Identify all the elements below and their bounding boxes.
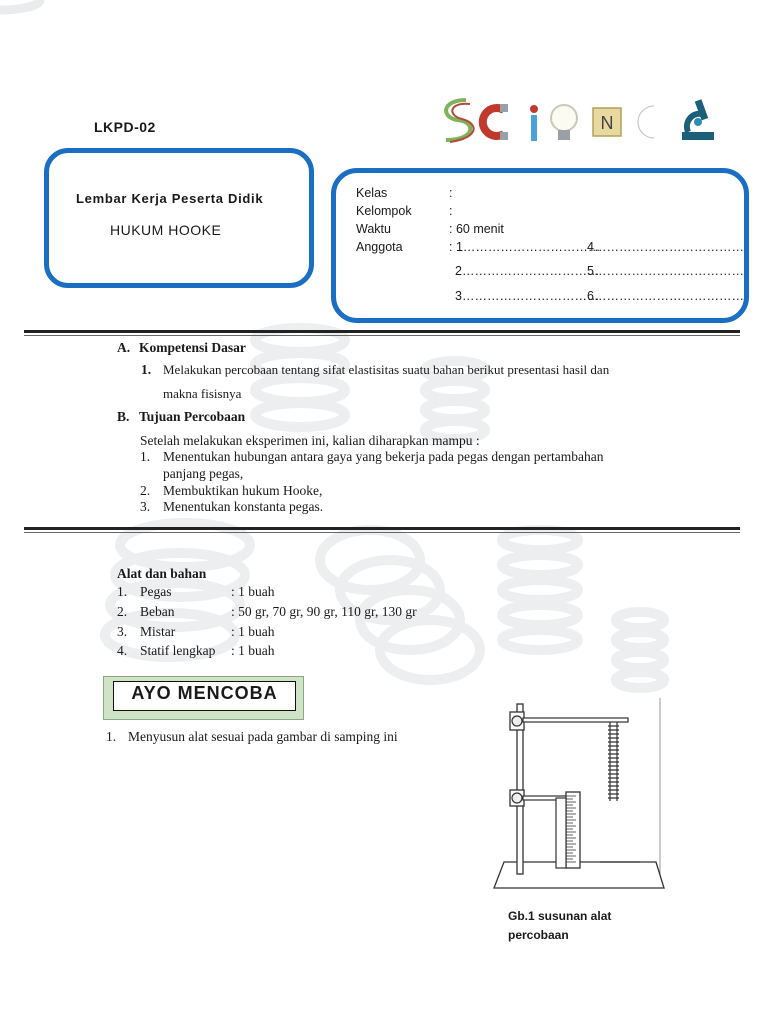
goal-1-line2: panjang pegas, bbox=[163, 466, 244, 481]
kelompok-label: Kelompok bbox=[356, 204, 412, 218]
kelas-label: Kelas bbox=[356, 186, 388, 200]
ruler-holder bbox=[556, 798, 566, 868]
ayo-mencoba-label: AYO MENCOBA bbox=[131, 683, 278, 703]
member-4-field[interactable]: 4……………………………… bbox=[587, 240, 744, 254]
divider bbox=[24, 532, 740, 533]
material-3-name: Mistar bbox=[140, 624, 176, 639]
apparatus-figure bbox=[490, 698, 666, 890]
clamp-knob bbox=[512, 716, 522, 726]
spring bbox=[608, 722, 619, 801]
section-a-heading: Kompetensi Dasar bbox=[139, 340, 246, 355]
title-box bbox=[44, 148, 314, 288]
worksheet-topic: HUKUM HOOKE bbox=[110, 222, 222, 238]
step-1-number: 1. bbox=[106, 729, 117, 744]
science-logo-icon bbox=[436, 94, 720, 146]
goal-3-line1: Menentukan konstanta pegas. bbox=[163, 499, 324, 514]
lower-clamp-knob bbox=[512, 793, 522, 803]
section-a-item-number: 1. bbox=[141, 362, 152, 377]
figure-caption-line1: Gb.1 susunan alat bbox=[508, 909, 612, 923]
material-1-name: Pegas bbox=[140, 584, 172, 599]
top-arm bbox=[523, 718, 628, 722]
materials-heading: Alat dan bahan bbox=[117, 566, 207, 581]
material-4-qty: : 1 buah bbox=[231, 643, 275, 658]
section-b-letter: B. bbox=[117, 409, 130, 424]
section-a-letter: A. bbox=[117, 340, 131, 355]
material-2-name: Beban bbox=[140, 604, 175, 619]
member-1-field[interactable]: : 1…………………………… bbox=[449, 240, 601, 254]
step-1-text: Menyusun alat sesuai pada gambar di samping ini bbox=[128, 729, 398, 744]
ruler bbox=[566, 792, 580, 868]
goal-1-number: 1. bbox=[140, 449, 151, 464]
section-b-heading: Tujuan Percobaan bbox=[139, 409, 246, 424]
material-4-name: Statif lengkap bbox=[140, 643, 216, 658]
figure-caption-line2: percobaan bbox=[508, 928, 569, 942]
section-a-item-line1: Melakukan percobaan tentang sifat elastisitas suatu bahan berikut presentasi hasil dan bbox=[163, 362, 610, 377]
section-b-intro: Setelah melakukan eksperimen ini, kalian diharapkan mampu : bbox=[140, 433, 480, 448]
member-5-field[interactable]: 5……………………………… bbox=[587, 264, 744, 278]
anggota-label: Anggota bbox=[356, 240, 403, 254]
member-6-field[interactable]: 6……………………………… bbox=[587, 289, 744, 303]
material-2-number: 2. bbox=[117, 604, 128, 619]
lkpd-code: LKPD-02 bbox=[94, 119, 156, 135]
member-3-field[interactable]: 3…………………………… bbox=[455, 289, 600, 303]
material-3-qty: : 1 buah bbox=[231, 624, 275, 639]
material-3-number: 3. bbox=[117, 624, 128, 639]
member-2-field[interactable]: 2…………………………… bbox=[455, 264, 600, 278]
svg-text:N: N bbox=[600, 113, 614, 133]
material-2-qty: : 50 gr, 70 gr, 90 gr, 110 gr, 130 gr bbox=[231, 604, 417, 619]
section-a-item-line2: makna fisisnya bbox=[163, 386, 242, 401]
kelas-field[interactable]: : bbox=[449, 186, 453, 200]
divider bbox=[24, 527, 740, 530]
material-1-qty: : 1 buah bbox=[231, 584, 275, 599]
material-1-number: 1. bbox=[117, 584, 128, 599]
waktu-label: Waktu bbox=[356, 222, 391, 236]
material-4-number: 4. bbox=[117, 643, 128, 658]
goal-2-line1: Membuktikan hukum Hooke, bbox=[163, 483, 323, 498]
waktu-value: : 60 menit bbox=[449, 222, 504, 236]
goal-2-number: 2. bbox=[140, 483, 151, 498]
worksheet-title: Lembar Kerja Peserta Didik bbox=[76, 191, 264, 206]
divider bbox=[24, 335, 740, 336]
goal-3-number: 3. bbox=[140, 499, 151, 514]
kelompok-field[interactable]: : bbox=[449, 204, 453, 218]
goal-1-line1: Menentukan hubungan antara gaya yang bekerja pada pegas dengan pertambahan bbox=[163, 449, 604, 464]
divider bbox=[24, 330, 740, 333]
